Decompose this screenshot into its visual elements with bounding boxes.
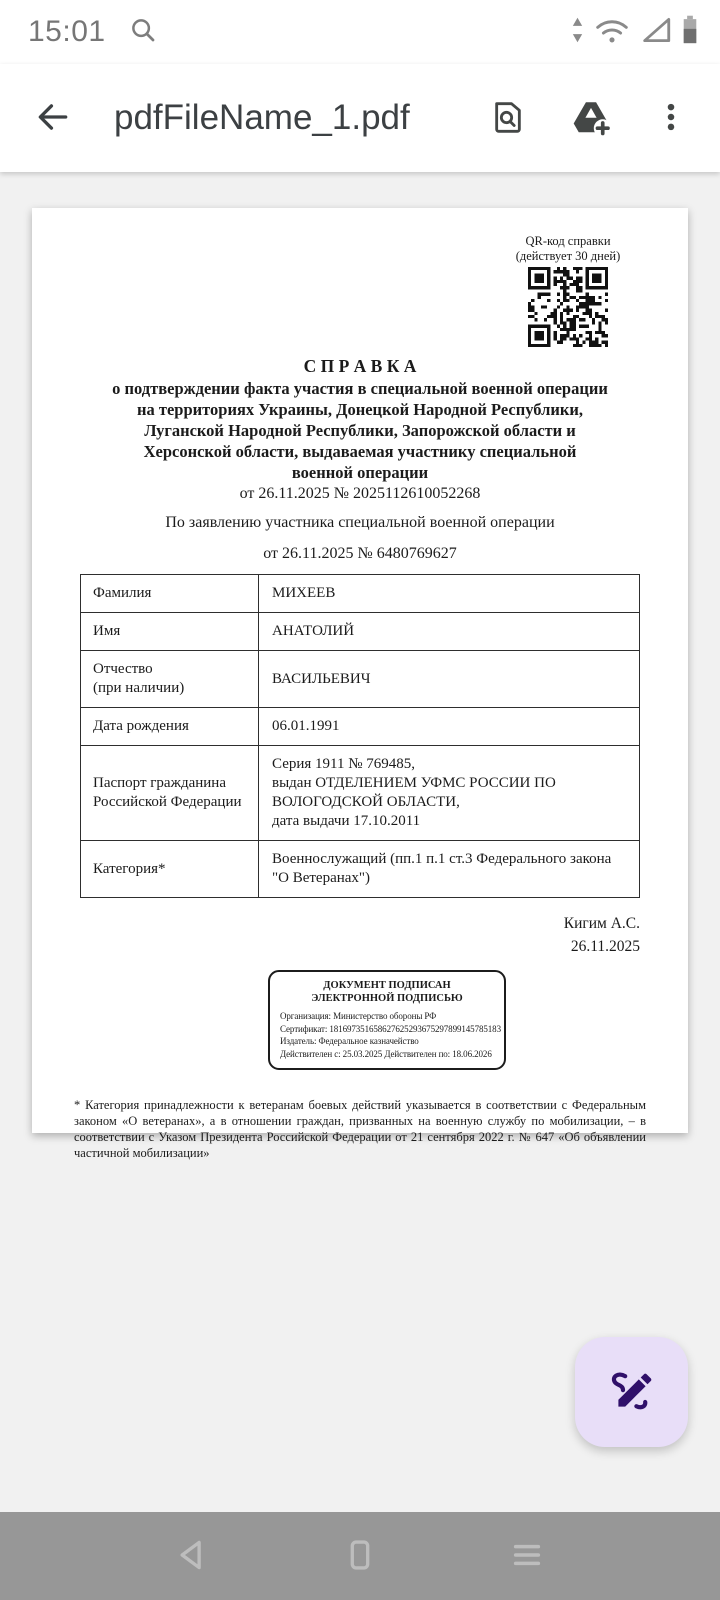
- statement-number-line: от 26.11.2025 № 6480769627: [263, 545, 457, 562]
- row-label: Паспорт гражданина Российской Федерации: [81, 746, 259, 841]
- android-navigation-bar: [0, 1512, 720, 1600]
- document-title: С П Р А В К А: [303, 356, 417, 376]
- signoff-block: [74, 912, 640, 958]
- signoff-date: 26.11.2025: [570, 938, 640, 955]
- find-in-document-icon: [488, 97, 528, 140]
- nav-home-icon: [339, 1534, 381, 1579]
- stamp-issuer: Издатель: Федеральное казначейство: [280, 1036, 419, 1046]
- row-value: Серия 1911 № 769485, выдан ОТДЕЛЕНИЕМ УФМС РОССИИ ПО ВОЛОГОДСКОЙ ОБЛАСТИ, дата выдачи 17.10.2011: [259, 746, 640, 841]
- row-label: Дата рождения: [81, 708, 259, 746]
- pdf-toolbar: [0, 64, 720, 172]
- table-row: [81, 841, 640, 898]
- add-to-drive-icon: [570, 96, 612, 141]
- nav-recents-button[interactable]: [492, 1521, 562, 1591]
- table-row: [81, 575, 640, 613]
- nav-back-icon: [172, 1534, 214, 1579]
- row-label: Отчество (при наличии): [81, 651, 259, 708]
- nav-home-button[interactable]: [325, 1521, 395, 1591]
- row-value: 06.01.1991: [259, 708, 640, 746]
- statement-line: По заявлению участника специальной военной операции: [165, 514, 555, 531]
- row-label: Категория*: [81, 841, 259, 898]
- data-transfer-icon: [570, 16, 585, 49]
- row-value: АНАТОЛИЙ: [259, 613, 640, 651]
- add-to-drive-button[interactable]: [562, 88, 620, 149]
- battery-icon: [682, 15, 698, 50]
- personal-data-table: [80, 574, 640, 898]
- signal-icon: [639, 15, 673, 50]
- pdf-viewer-scroll-area[interactable]: [0, 172, 720, 1512]
- table-row: [81, 746, 640, 841]
- stamp-title: ДОКУМЕНТ ПОДПИСАН ЭЛЕКТРОННОЙ ПОДПИСЬЮ: [311, 980, 463, 1004]
- row-value: Военнослужащий (пп.1 п.1 ст.3 Федерального закона "О Ветеранах"): [259, 841, 640, 898]
- file-title: pdfFileName_1.pdf: [114, 98, 410, 137]
- signoff-name: Кигим А.С.: [563, 915, 640, 932]
- qr-caption: QR-код справки (действует 30 дней): [515, 234, 621, 263]
- qr-code-image: [528, 267, 608, 347]
- stamp-organization: Организация: Министерство обороны РФ: [280, 1011, 437, 1021]
- stamp-validity: Действителен с: 25.03.2025 Действителен по: 18.06.2026: [280, 1048, 492, 1059]
- stamp-certificate: Сертификат: 181697351658627625293675297899145785183: [280, 1023, 501, 1034]
- find-in-document-button[interactable]: [480, 89, 536, 148]
- wifi-icon: [594, 15, 630, 50]
- document-page: [32, 208, 688, 1160]
- nav-back-button[interactable]: [158, 1521, 228, 1591]
- toolbar-actions: [480, 88, 696, 149]
- row-label: Имя: [81, 613, 259, 651]
- back-button[interactable]: [26, 90, 80, 147]
- row-value: ВАСИЛЬЕВИЧ: [259, 651, 640, 708]
- back-arrow-icon: [34, 98, 72, 139]
- table-row: [81, 651, 640, 708]
- nav-recents-icon: [506, 1534, 548, 1579]
- overflow-menu-icon: [654, 97, 688, 140]
- status-bar-right: [570, 15, 698, 50]
- annotate-fab[interactable]: [575, 1337, 688, 1447]
- row-label: Фамилия: [81, 575, 259, 613]
- table-row: [81, 613, 640, 651]
- status-time: 15:01: [28, 15, 106, 48]
- status-search-icon: [128, 15, 158, 50]
- qr-block: [478, 234, 658, 347]
- annotate-pen-icon: [608, 1367, 656, 1418]
- table-row: [81, 708, 640, 746]
- document-subtitle: о подтверждении факта участия в специальной военной операции на территориях Украины, Донецкой Народной Республики, Луганской Народной Республики, Запорожской области и Херсонской области, выдаваемая участнику специальной военной операции: [112, 379, 608, 482]
- status-bar: [0, 0, 720, 64]
- status-bar-left: [28, 15, 158, 50]
- digital-signature-stamp: [268, 970, 506, 1070]
- document-number-line: от 26.11.2025 № 2025112610052268: [239, 485, 481, 502]
- footnote: * Категория принадлежности к ветеранам боевых действий указывается в соответствии с Федеральным законом «О ветеранах», а в отношении граждан, призванных на военную службу по мобилизации, – в соответствии с Указом Президента Российской Федерации от 21 сентября 2022 г. № 647 «Об объявлении частичной мобилизации»: [74, 1098, 646, 1160]
- overflow-menu-button[interactable]: [646, 89, 696, 148]
- row-value: МИХЕЕВ: [259, 575, 640, 613]
